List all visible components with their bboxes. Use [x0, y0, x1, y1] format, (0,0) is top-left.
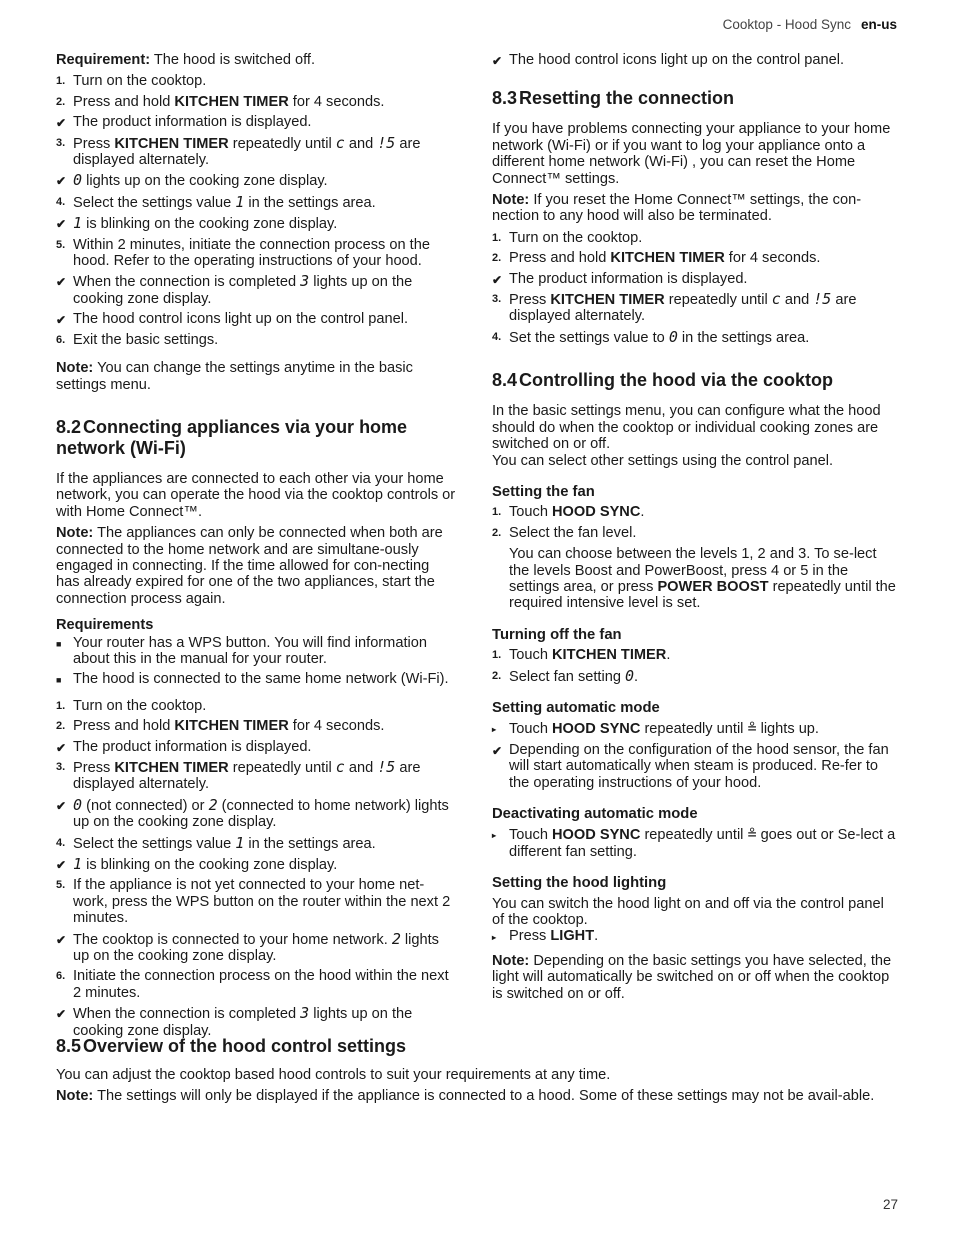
result-item: ✔ 0 (not connected) or 2 (connected to home network) lights up on the cooking zone display. [56, 795, 449, 831]
step-list [492, 826, 897, 860]
checkmark-icon: ✔ [56, 174, 67, 189]
step-list [56, 73, 456, 348]
action-item: ▸ Press LIGHT. [492, 928, 897, 944]
step-number: 2. [56, 720, 66, 733]
step-number: 5. [56, 238, 66, 251]
step-number: 1. [56, 699, 66, 712]
step-list [492, 647, 897, 685]
step-item: 2. Press and hold KITCHEN TIMER for 4 seconds. [56, 718, 385, 735]
note: Note: The settings will only be displayed if the appliance is connected to a hood. Some of these settings may not be avail-able. [56, 1088, 875, 1105]
checkmark-icon: ✔ [56, 217, 67, 232]
fan-level-description: You can choose between the levels 1, 2 and 3. To se-lect the levels Boost and PowerBoost, press 4 or 5 in the settings area, or press POWER BOOST repeatedly until the required intensive level is set. [509, 546, 896, 612]
step-number: 2. [56, 95, 66, 108]
step-number: 2. [492, 252, 502, 265]
section-heading-8-5: 8.5 Overview of the hood control settings [56, 1036, 407, 1056]
step-number: 2. [492, 669, 502, 682]
section-intro: You can adjust the cooktop based hood controls to suit your requirements at any time. [56, 1067, 611, 1083]
step-number: 4. [492, 330, 502, 343]
square-bullet-icon: ■ [56, 675, 62, 686]
step-item: 2. Select fan setting 0. [492, 666, 639, 685]
requirement-line: Requirement: The hood is switched off. [56, 52, 316, 68]
section-intro: If the appliances are connected to each other via your home network, you can operate the hood via the cooktop controls or with Home Connect™. [56, 470, 456, 520]
requirements-heading: Requirements [56, 617, 154, 634]
note: Note: Depending on the basic settings you have selected, the light will automatically be switched on or off when the cooktop is switched on or off. [492, 952, 892, 1002]
header-title: Cooktop - Hood Sync [722, 17, 851, 32]
result-item: ✔ The product information is displayed. [56, 738, 312, 755]
step-item: 2. Press and hold KITCHEN TIMER for 4 seconds. [56, 93, 385, 110]
step-number: 3. [492, 293, 502, 306]
left-column [56, 52, 456, 1043]
result-item: ✔ When the connection is completed 3 lights up on the cooking zone display. [56, 272, 413, 307]
step-item: 1. Touch KITCHEN TIMER. [492, 647, 671, 664]
step-item: 3. Press KITCHEN TIMER repeatedly until c and !5 are displayed alternately. [56, 758, 421, 793]
section-8-5 [56, 1036, 898, 1110]
subheading-turning-off-fan: Turning off the fan [492, 626, 622, 643]
step-list [492, 52, 897, 68]
section-intro-2: You can select other settings using the control panel. [492, 452, 834, 469]
action-item: ▸ Touch HOOD SYNC repeatedly until ≗ lights up. [492, 719, 819, 738]
step-number: 1. [492, 506, 502, 519]
step-number: 4. [56, 836, 66, 849]
checkmark-icon: ✔ [56, 1007, 67, 1022]
step-item: 4. Select the settings value 1 in the settings area. [56, 192, 376, 211]
header-locale: en-us [860, 17, 897, 32]
step-number: 6. [56, 970, 66, 983]
bullet-item: ■ Your router has a WPS button. You will find information about this in the manual for your router. [56, 634, 427, 667]
checkmark-icon: ✔ [56, 858, 67, 873]
square-bullet-icon: ■ [56, 638, 62, 649]
section-heading-8-2: 8.2 Connecting appliances via your home network (Wi-Fi) [56, 416, 408, 458]
step-item: 5. Within 2 minutes, initiate the connection process on the hood. Refer to the operating instructions of your hood. [56, 236, 430, 270]
result-item: ✔ Depending on the configuration of the hood sensor, the fan will start automatically when steam is produced. Re-fer to the operating instructions of your hood. [492, 741, 889, 791]
result-item: ✔ 1 is blinking on the cooking zone display. [56, 855, 338, 874]
action-item: ▸ Touch HOOD SYNC repeatedly until ≗ goes out or Se-lect a different fan setting. [492, 825, 896, 860]
triangle-bullet-icon: ▸ [492, 725, 497, 735]
step-item: 2. Select the fan level. [492, 524, 637, 541]
bullet-item: ■ The hood is connected to the same home network (Wi-Fi). [56, 671, 449, 688]
checkmark-icon: ✔ [56, 313, 67, 328]
section-heading-8-3: 8.3 Resetting the connection [492, 88, 735, 109]
step-list [492, 230, 897, 346]
note: Note: You can change the settings anytime in the basic settings menu. [56, 360, 413, 393]
result-item: ✔ The cooktop is connected to your home network. 2 lights up on the cooking zone display. [56, 929, 439, 965]
step-item: 2. Press and hold KITCHEN TIMER for 4 seconds. [492, 250, 821, 267]
step-item: 6. Exit the basic settings. [56, 331, 219, 348]
triangle-bullet-icon: ▸ [492, 831, 497, 841]
section-intro: In the basic settings menu, you can configure what the hood should do when the cooktop or individual cooking zones are switched on or off. [492, 403, 881, 453]
step-number: 1. [56, 75, 66, 88]
step-item: 1. Touch HOOD SYNC. [492, 504, 645, 521]
checkmark-icon: ✔ [56, 932, 67, 947]
step-number: 1. [492, 649, 502, 662]
right-column [492, 52, 897, 1007]
page-number: 27 [882, 1197, 898, 1212]
step-list [492, 504, 897, 541]
checkmark-icon: ✔ [56, 798, 67, 813]
result-item: ✔ The hood control icons light up on the control panel. [56, 311, 409, 328]
step-item: 1. Turn on the cooktop. [56, 73, 207, 90]
step-item: 1. Turn on the cooktop. [492, 229, 643, 246]
checkmark-icon: ✔ [492, 743, 503, 758]
step-item: 1. Turn on the cooktop. [56, 697, 207, 714]
result-item: ✔ The product information is displayed. [56, 114, 312, 131]
step-number: 2. [492, 526, 502, 539]
step-number: 3. [56, 136, 66, 149]
result-item: ✔ 0 lights up on the cooking zone display. [56, 171, 328, 190]
step-list [492, 928, 897, 944]
note: Note: The appliances can only be connected when both are connected to the home network and are simultane-ously engaged in connecting. If the time allowed for con-necting has already expired for one of the two appliances, start the connection process again. [56, 525, 443, 607]
result-item: ✔ The product information is displayed. [492, 270, 748, 287]
note: Note: If you reset the Home Connect™ settings, the con-nection to any hood will also be terminated. [492, 192, 862, 225]
subheading-setting-fan: Setting the fan [492, 483, 595, 500]
lighting-intro: You can switch the hood light on and off via the control panel of the cooktop. [492, 895, 884, 929]
subheading-hood-lighting: Setting the hood lighting [492, 875, 667, 892]
step-item: 4. Select the settings value 1 in the settings area. [56, 833, 376, 852]
subheading-deactivating-automatic: Deactivating automatic mode [492, 806, 698, 822]
result-item: ✔ The hood control icons light up on the control panel. [492, 52, 845, 68]
triangle-bullet-icon: ▸ [492, 933, 497, 943]
checkmark-icon: ✔ [56, 116, 67, 131]
step-number: 1. [492, 231, 502, 244]
step-list [56, 698, 456, 1039]
step-item: 6. Initiate the connection process on the hood within the next 2 minutes. [56, 968, 449, 1001]
step-number: 6. [56, 333, 66, 346]
step-number: 4. [56, 195, 66, 208]
section-heading-8-4: 8.4 Controlling the hood via the cooktop [492, 370, 833, 391]
checkmark-icon: ✔ [492, 272, 503, 287]
checkmark-icon: ✔ [56, 275, 67, 290]
step-number: 3. [56, 761, 66, 773]
step-item: 5. If the appliance is not yet connected to your home net-work, press the WPS button on the router within the next 2 minutes. [56, 877, 451, 927]
subheading-automatic-mode: Setting automatic mode [492, 699, 660, 716]
step-item: 4. Set the settings value to 0 in the settings area. [492, 327, 810, 346]
checkmark-icon: ✔ [56, 740, 67, 755]
page-header [723, 17, 897, 33]
step-list [492, 720, 897, 791]
step-item: 3. Press KITCHEN TIMER repeatedly until c and !5 are displayed alternately. [56, 133, 421, 169]
checkmark-icon: ✔ [492, 54, 503, 68]
section-intro: If you have problems connecting your appliance to your home network (Wi-Fi) or if you want to log your appliance onto a different home network (Wi-Fi) , you can reset the Home Connect™ settings. [492, 121, 891, 187]
result-item: ✔ 1 is blinking on the cooking zone display. [56, 214, 338, 233]
step-item: 3. Press KITCHEN TIMER repeatedly until c and !5 are displayed alternately. [492, 290, 857, 325]
result-item: ✔ When the connection is completed 3 lights up on the cooking zone display. [56, 1004, 413, 1039]
step-number: 5. [56, 879, 66, 892]
requirement-list [56, 635, 456, 688]
